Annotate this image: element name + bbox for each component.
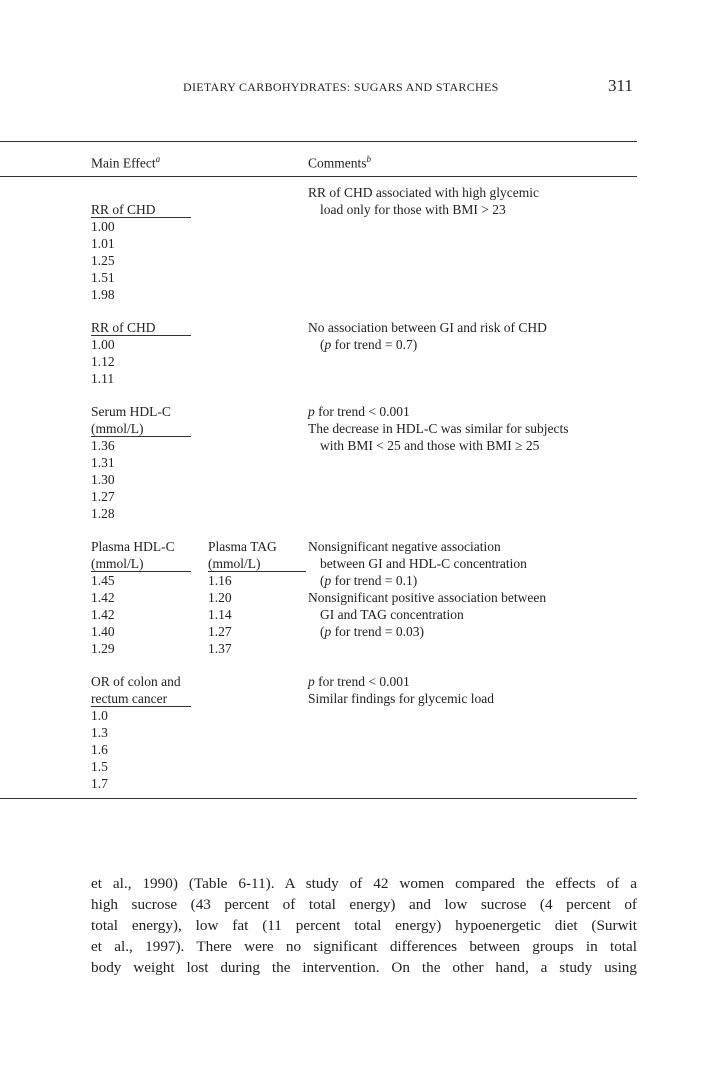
col2-label: Plasma TAG [208,539,277,554]
comment-line: between GI and HDL-C concentration [320,556,527,571]
col1-value: 1.40 [91,624,115,639]
col1-label: Serum HDL-C [91,404,171,419]
col1-value: 1.00 [91,337,115,352]
body-paragraph [91,873,637,978]
col1-label: rectum cancer [91,690,191,707]
col1-value: 1.6 [91,742,108,757]
comment-line: load only for those with BMI > 23 [320,202,506,217]
col1-label: (mmol/L) [91,420,191,437]
comment-line: (p for trend = 0.03) [320,624,424,639]
col1-value: 1.51 [91,270,115,285]
comment-line: Nonsignificant negative association [308,539,501,554]
comment-line: (p for trend = 0.7) [320,337,418,352]
comment-line: The decrease in HDL-C was similar for subjects [308,421,569,436]
col2-value: 1.16 [208,573,232,588]
paragraph-line: body weight lost during the intervention. On the other hand, a study using [91,959,637,976]
col1-value: 1.28 [91,506,115,521]
col1-label: RR of CHD [91,319,191,336]
comment-line: with BMI < 25 and those with BMI ≥ 25 [320,438,540,453]
paragraph-line: total energy), low fat (11 percent total energy) hypoenergetic diet (Surwit [91,917,637,934]
col1-value: 1.29 [91,641,115,656]
col1-value: 1.0 [91,708,108,723]
col1-value: 1.11 [91,371,115,386]
col2-value: 1.14 [208,607,232,622]
paragraph-line: et al., 1990) (Table 6-11). A study of 42 women compared the effects of a [91,875,637,892]
col1-value: 1.3 [91,725,108,740]
header-main-effect: Main Effect$^a$ [91,154,161,171]
col1-value: 1.31 [91,455,115,470]
comment-line: No association between GI and risk of CHD [308,320,547,335]
table-top-rule [0,141,637,142]
page-number: 311 [608,76,633,95]
col1-value: 1.45 [91,573,115,588]
col1-label: OR of colon and [91,674,181,689]
table-bottom-rule [0,798,637,799]
col1-value: 1.01 [91,236,115,251]
paragraph-line: high sucrose (43 percent of total energy) and low sucrose (4 percent of [91,896,637,913]
running-head: DIETARY CARBOHYDRATES: SUGARS AND STARCHES [183,80,499,94]
col1-value: 1.7 [91,776,108,791]
col1-value: 1.36 [91,438,115,453]
table-header-rule [0,176,637,177]
col1-label: RR of CHD [91,201,191,218]
comment-line: GI and TAG concentration [320,607,464,622]
col1-value: 1.00 [91,219,115,234]
comment-line: RR of CHD associated with high glycemic [308,185,539,200]
comment-line: p for trend < 0.001 [308,674,410,689]
col1-value: 1.30 [91,472,115,487]
col2-label: (mmol/L) [208,555,306,572]
col1-value: 1.27 [91,489,115,504]
col1-value: 1.42 [91,590,115,605]
comment-line: (p for trend = 0.1) [320,573,418,588]
col1-value: 1.25 [91,253,115,268]
header-comments: Comments$^b$ [308,154,372,171]
col2-value: 1.20 [208,590,232,605]
col1-label: (mmol/L) [91,555,191,572]
comment-line: p for trend < 0.001 [308,404,410,419]
col1-value: 1.98 [91,287,115,302]
paragraph-line: et al., 1997). There were no significant differences between groups in total [91,938,637,955]
col1-value: 1.12 [91,354,115,369]
col1-label: Plasma HDL-C [91,539,175,554]
col2-value: 1.27 [208,624,232,639]
col1-value: 1.5 [91,759,108,774]
col1-value: 1.42 [91,607,115,622]
comment-line: Nonsignificant positive association between [308,590,547,605]
col2-value: 1.37 [208,641,232,656]
comment-line: Similar findings for glycemic load [308,691,494,706]
